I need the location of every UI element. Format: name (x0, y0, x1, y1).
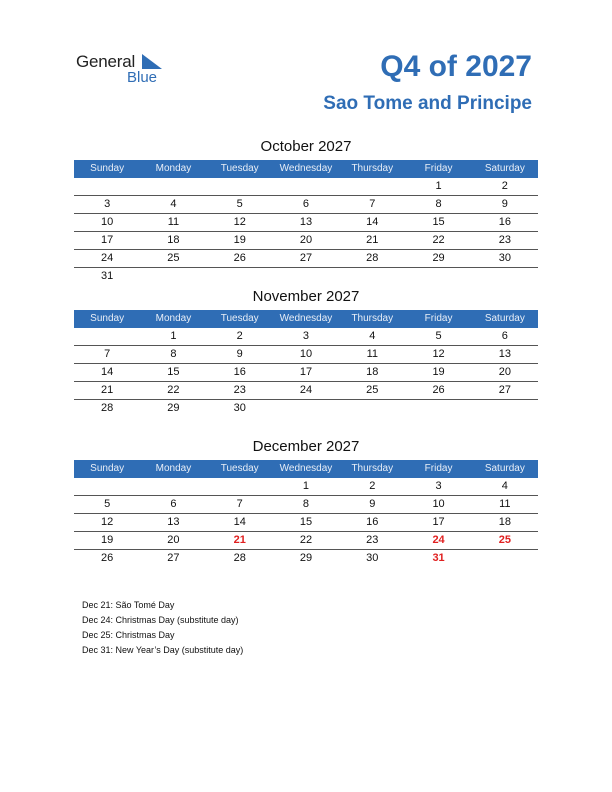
weekday-label: Tuesday (220, 463, 259, 474)
page-title: Q4 of 2027 (380, 50, 532, 83)
day-cell: 5 (236, 198, 243, 210)
day-cell: 10 (432, 498, 445, 510)
day-cell: 5 (104, 498, 111, 510)
logo-blue-text: Blue (127, 69, 158, 86)
day-cell: 18 (498, 516, 511, 528)
weekday-label: Wednesday (279, 463, 333, 474)
weekday-label: Wednesday (279, 163, 333, 174)
month-title: November 2027 (252, 288, 360, 305)
day-cell: 13 (299, 216, 313, 228)
day-cell: 20 (299, 234, 313, 246)
day-cell: 10 (299, 348, 313, 360)
day-cell (472, 268, 538, 285)
day-cell: 22 (299, 534, 313, 546)
week-row (74, 268, 538, 285)
week-row (74, 550, 538, 567)
day-cell: 12 (101, 516, 114, 528)
day-cell: 14 (366, 216, 379, 228)
logo-general-text: General (76, 52, 136, 71)
day-cell: 8 (302, 498, 310, 510)
weekday-label: Tuesday (220, 163, 259, 174)
day-cell: 30 (366, 552, 379, 564)
day-cell: 1 (435, 180, 442, 192)
day-cell: 12 (233, 216, 246, 228)
day-cell: 12 (432, 348, 445, 360)
day-cell: 13 (167, 516, 180, 528)
day-cell (405, 400, 471, 417)
day-cell: 14 (233, 516, 246, 528)
day-cell: 28 (366, 252, 379, 264)
day-cell (207, 178, 273, 195)
day-cell: 21 (366, 234, 379, 246)
day-cell (339, 268, 405, 285)
day-cell (140, 478, 206, 495)
day-cell: 27 (498, 384, 511, 396)
day-cell: 22 (432, 234, 445, 246)
day-cell (472, 550, 538, 567)
day-cell: 19 (101, 534, 114, 546)
day-cell: 31 (432, 552, 445, 564)
week-row (74, 364, 538, 382)
weekday-label: Monday (155, 463, 192, 474)
week-row (74, 382, 538, 400)
day-cell (207, 268, 273, 285)
week-row (74, 178, 538, 196)
day-cell: 22 (167, 384, 180, 396)
day-cell: 28 (233, 552, 246, 564)
day-cell: 8 (170, 348, 177, 360)
day-cell: 3 (104, 198, 111, 210)
weekday-label: Saturday (484, 463, 525, 474)
day-cell: 20 (167, 534, 180, 546)
day-cell: 30 (498, 252, 511, 264)
day-cell: 28 (101, 402, 114, 414)
holiday-note: Dec 25: Christmas Day (82, 630, 175, 640)
week-row (74, 400, 538, 417)
day-cell: 26 (432, 384, 445, 396)
month-title: December 2027 (252, 438, 360, 455)
day-cell: 4 (369, 330, 376, 342)
day-cell: 18 (167, 234, 180, 246)
weekday-header (74, 460, 538, 478)
day-cell (74, 178, 140, 195)
month-october (74, 138, 538, 285)
day-cell (472, 400, 538, 417)
day-cell: 24 (101, 252, 114, 264)
weekday-header (74, 310, 538, 328)
day-cell: 19 (432, 366, 445, 378)
week-row (74, 196, 538, 214)
weekday-label: Thursday (351, 163, 394, 174)
weekday-label: Monday (155, 163, 192, 174)
day-cell: 16 (498, 216, 511, 228)
day-cell: 10 (101, 216, 114, 228)
day-cell: 16 (366, 516, 379, 528)
month-november (74, 288, 538, 417)
month-title: October 2027 (260, 138, 352, 155)
day-cell: 17 (101, 234, 114, 246)
day-cell (273, 268, 339, 285)
day-cell: 25 (366, 384, 379, 396)
day-cell: 2 (369, 480, 376, 492)
day-cell: 9 (236, 348, 243, 360)
day-cell: 1 (170, 330, 177, 342)
day-cell: 9 (369, 498, 376, 510)
weekday-label: Friday (424, 163, 453, 174)
week-row (74, 478, 538, 496)
weekday-label: Friday (424, 313, 453, 324)
day-cell: 23 (233, 384, 246, 396)
weekday-label: Wednesday (279, 313, 333, 324)
day-cell: 13 (498, 348, 511, 360)
day-cell (74, 478, 140, 495)
day-cell: 7 (104, 348, 111, 360)
weekday-header (74, 160, 538, 178)
week-row (74, 214, 538, 232)
day-cell: 15 (167, 366, 180, 378)
day-cell (339, 400, 405, 417)
day-cell: 29 (299, 552, 313, 564)
holiday-notes (82, 598, 243, 658)
day-cell: 8 (435, 198, 442, 210)
day-cell: 21 (101, 384, 114, 396)
day-cell: 24 (299, 384, 313, 396)
day-cell: 4 (501, 480, 508, 492)
day-cell: 3 (302, 330, 310, 342)
day-cell: 7 (369, 198, 376, 210)
weekday-label: Thursday (351, 463, 394, 474)
day-cell: 2 (236, 330, 243, 342)
day-cell: 27 (167, 552, 180, 564)
day-cell: 6 (170, 498, 177, 510)
day-cell (140, 268, 206, 285)
day-cell: 30 (233, 402, 246, 414)
day-cell: 2 (501, 180, 508, 192)
weekday-label: Sunday (90, 463, 125, 474)
day-cell: 11 (366, 348, 378, 360)
day-cell: 23 (498, 234, 511, 246)
day-cell: 1 (302, 480, 310, 492)
day-cell: 23 (366, 534, 379, 546)
day-cell (140, 178, 206, 195)
weekday-label: Saturday (484, 313, 525, 324)
day-cell: 11 (499, 498, 511, 510)
month-december (74, 438, 538, 567)
day-cell (207, 478, 273, 495)
day-cell (273, 178, 339, 195)
day-cell: 31 (101, 270, 114, 282)
week-row (74, 496, 538, 514)
day-cell: 14 (101, 366, 114, 378)
week-row (74, 532, 538, 550)
day-cell: 24 (432, 534, 445, 546)
day-cell: 21 (233, 534, 246, 546)
day-cell: 7 (236, 498, 243, 510)
day-cell: 19 (233, 234, 246, 246)
day-cell: 17 (299, 366, 313, 378)
day-cell: 25 (498, 534, 511, 546)
day-cell: 5 (435, 330, 442, 342)
week-row (74, 250, 538, 268)
week-row (74, 232, 538, 250)
week-row (74, 514, 538, 532)
day-cell: 15 (432, 216, 445, 228)
weekday-label: Saturday (484, 163, 525, 174)
logo-triangle-icon (142, 54, 162, 69)
weekday-label: Sunday (90, 163, 125, 174)
holiday-note: Dec 21: São Tomé Day (82, 600, 175, 610)
day-cell: 4 (170, 198, 177, 210)
day-cell (405, 268, 471, 285)
day-cell: 25 (167, 252, 180, 264)
week-row (74, 328, 538, 346)
page-subtitle: Sao Tome and Principe (323, 93, 532, 114)
day-cell: 6 (501, 330, 508, 342)
day-cell: 15 (299, 516, 313, 528)
day-cell: 26 (233, 252, 246, 264)
day-cell: 6 (302, 198, 310, 210)
day-cell (339, 178, 405, 195)
day-cell: 29 (167, 402, 180, 414)
weekday-label: Monday (155, 313, 192, 324)
day-cell: 18 (366, 366, 379, 378)
day-cell: 16 (233, 366, 246, 378)
logo (76, 52, 186, 92)
day-cell: 20 (498, 366, 511, 378)
holiday-note: Dec 31: New Year’s Day (substitute day) (82, 645, 244, 655)
holiday-note: Dec 24: Christmas Day (substitute day) (82, 615, 239, 625)
weekday-label: Sunday (90, 313, 125, 324)
weekday-label: Thursday (351, 313, 394, 324)
day-cell: 3 (435, 480, 442, 492)
day-cell: 26 (101, 552, 114, 564)
day-cell: 17 (432, 516, 445, 528)
weekday-label: Friday (424, 463, 453, 474)
weekday-label: Tuesday (220, 313, 259, 324)
day-cell (273, 400, 339, 417)
day-cell: 29 (432, 252, 445, 264)
week-row (74, 346, 538, 364)
day-cell (74, 328, 140, 345)
day-cell: 9 (501, 198, 508, 210)
day-cell: 11 (167, 216, 180, 228)
day-cell: 27 (299, 252, 313, 264)
